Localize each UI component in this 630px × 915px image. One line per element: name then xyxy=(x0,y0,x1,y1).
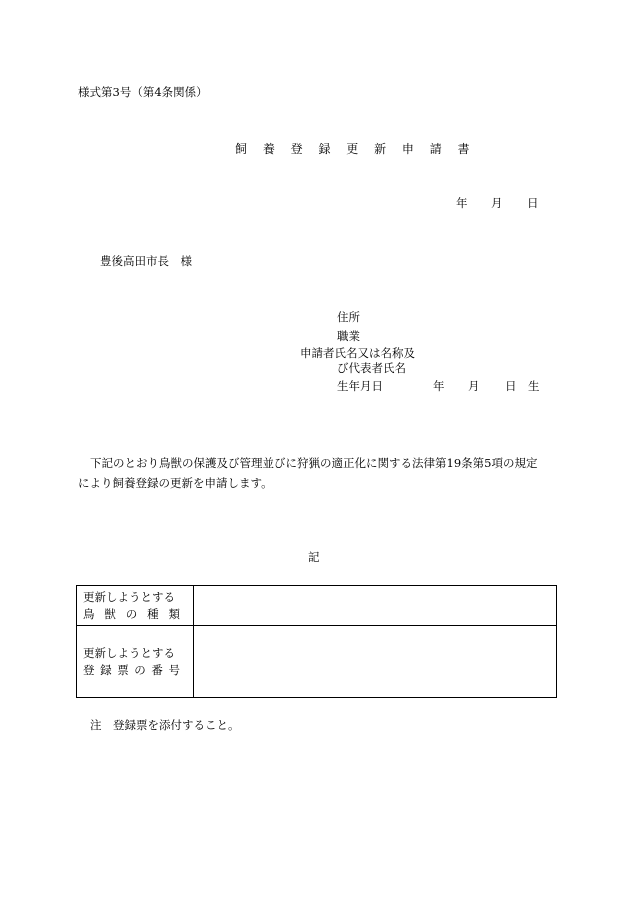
ki-heading: 記 xyxy=(308,550,320,564)
species-label-cell xyxy=(77,586,194,626)
form-number: 様式第3号（第4条関係） xyxy=(78,85,208,99)
species-label-char: 鳥 xyxy=(83,606,95,621)
registration-number-label-char: 登 xyxy=(83,662,95,677)
birth-day-label: 日 生 xyxy=(505,379,540,393)
species-value-cell[interactable] xyxy=(194,586,557,626)
registration-number-label-cell xyxy=(77,626,194,698)
document-title: 飼 養 登 録 更 新 申 請 書 xyxy=(235,142,476,156)
registration-number-label-char: 号 xyxy=(168,662,180,677)
species-label-char: 獣 xyxy=(104,606,116,621)
note: 注 登録票を添付すること。 xyxy=(90,718,240,732)
occupation-label: 職業 xyxy=(337,329,360,343)
registration-number-label-char: の xyxy=(134,662,146,677)
body-line-2: により飼養登録の更新を申請します。 xyxy=(78,476,273,490)
date-month-label: 月 xyxy=(491,196,503,210)
body-line-1: 下記のとおり鳥獣の保護及び管理並びに狩猟の適正化に関する法律第19条第5項の規定 xyxy=(90,456,538,470)
applicant-name-label-line1: 申請者氏名又は名称及 xyxy=(300,346,415,360)
address-label: 住所 xyxy=(337,310,360,324)
registration-number-label-line2 xyxy=(83,662,180,679)
registration-number-label-line1: 更新しようとする xyxy=(83,645,175,660)
registration-number-value-cell[interactable] xyxy=(194,626,557,698)
table-row xyxy=(77,626,557,698)
species-label-line1: 更新しようとする xyxy=(83,589,175,604)
date-year-label: 年 xyxy=(456,196,468,210)
addressee: 豊後高田市長 様 xyxy=(100,254,192,268)
species-label-char: 種 xyxy=(147,606,159,621)
registration-number-label-char: 番 xyxy=(151,662,163,677)
registration-table xyxy=(76,585,557,698)
species-label-char: の xyxy=(125,606,138,621)
registration-number-label-char: 録 xyxy=(100,662,112,677)
species-label-line2 xyxy=(83,606,180,623)
table-row xyxy=(77,586,557,626)
applicant-name-label-line2: び代表者氏名 xyxy=(337,361,406,375)
date-day-label: 日 xyxy=(527,196,539,210)
species-label-char: 類 xyxy=(168,606,180,621)
birth-year-label: 年 xyxy=(433,379,445,393)
registration-number-label-char: 票 xyxy=(117,662,129,677)
birth-date-label: 生年月日 xyxy=(337,379,383,393)
birth-month-label: 月 xyxy=(468,379,480,393)
